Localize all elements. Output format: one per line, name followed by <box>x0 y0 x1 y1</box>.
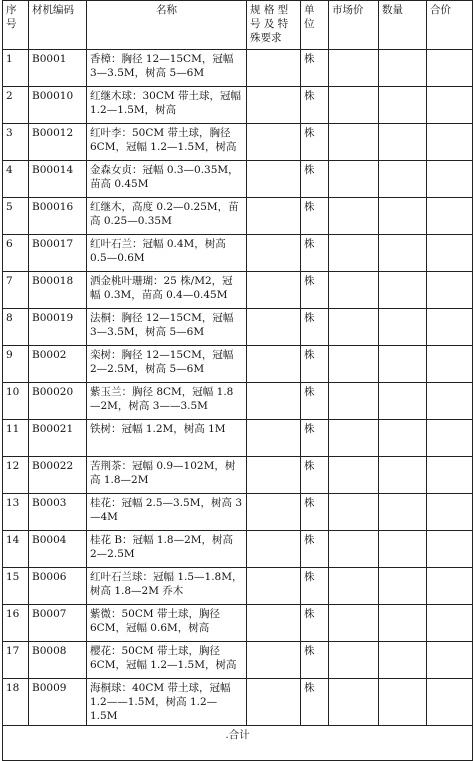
cell-total <box>427 272 473 309</box>
cell-total <box>427 235 473 272</box>
cell-unit: 株 <box>301 531 329 568</box>
cell-total <box>427 161 473 198</box>
cell-spec <box>247 383 301 420</box>
header-name: 名称 <box>87 1 247 50</box>
cell-total <box>427 87 473 124</box>
cell-unit: 株 <box>301 161 329 198</box>
cell-seq: 7 <box>3 272 29 309</box>
cell-qty <box>379 124 427 161</box>
cell-seq: 2 <box>3 87 29 124</box>
cell-code: B00021 <box>29 420 87 457</box>
cell-spec <box>247 605 301 642</box>
table-row <box>3 457 473 494</box>
cell-spec <box>247 420 301 457</box>
cell-price <box>329 457 379 494</box>
cell-total <box>427 531 473 568</box>
table-body <box>3 50 473 726</box>
cell-qty <box>379 272 427 309</box>
total-row <box>3 726 473 761</box>
cell-spec <box>247 642 301 679</box>
cell-unit: 株 <box>301 272 329 309</box>
cell-code: B0001 <box>29 50 87 87</box>
cell-unit: 株 <box>301 87 329 124</box>
cell-code: B00016 <box>29 198 87 235</box>
cell-total <box>427 50 473 87</box>
cell-total <box>427 642 473 679</box>
cell-name: 红叶石兰球：冠幅 1.5—1.8M，树高 1.8—2M 乔木 <box>87 568 247 605</box>
cell-code: B0007 <box>29 605 87 642</box>
cell-code: B0003 <box>29 494 87 531</box>
cell-qty <box>379 642 427 679</box>
cell-name: 苦荆茶：冠幅 0.9—102M，树高 1.8—2M <box>87 457 247 494</box>
cell-code: B0004 <box>29 531 87 568</box>
cell-total <box>427 679 473 726</box>
cell-qty <box>379 87 427 124</box>
table-row <box>3 198 473 235</box>
cell-price <box>329 87 379 124</box>
cell-code: B00017 <box>29 235 87 272</box>
table-row <box>3 161 473 198</box>
table-row <box>3 124 473 161</box>
table-row <box>3 346 473 383</box>
cell-qty <box>379 198 427 235</box>
cell-name: 紫微：50CM 带土球，胸径 6CM，冠幅 0.6M，树高 <box>87 605 247 642</box>
cell-code: B00020 <box>29 383 87 420</box>
cell-seq: 14 <box>3 531 29 568</box>
cell-price <box>329 494 379 531</box>
table-row <box>3 383 473 420</box>
cell-name: 樱花：50CM 带土球，胸径 6CM，冠幅 1.2—1.5M，树高 <box>87 642 247 679</box>
cell-spec <box>247 494 301 531</box>
header-qty: 数量 <box>379 1 427 50</box>
cell-unit: 株 <box>301 235 329 272</box>
cell-qty <box>379 457 427 494</box>
cell-seq: 9 <box>3 346 29 383</box>
cell-price <box>329 605 379 642</box>
cell-unit: 株 <box>301 457 329 494</box>
cell-qty <box>379 235 427 272</box>
cell-spec <box>247 161 301 198</box>
cell-qty <box>379 346 427 383</box>
table-row <box>3 272 473 309</box>
cell-spec <box>247 198 301 235</box>
cell-code: B00010 <box>29 87 87 124</box>
cell-total <box>427 494 473 531</box>
cell-name: 栾树：胸径 12—15CM，冠幅 2—2.5M，树高 5—6M <box>87 346 247 383</box>
cell-spec <box>247 679 301 726</box>
cell-seq: 13 <box>3 494 29 531</box>
cell-price <box>329 235 379 272</box>
cell-price <box>329 124 379 161</box>
cell-price <box>329 50 379 87</box>
cell-qty <box>379 568 427 605</box>
cell-name: 金森女贞：冠幅 0.3—0.35M，苗高 0.45M <box>87 161 247 198</box>
table-row <box>3 494 473 531</box>
cell-unit: 株 <box>301 124 329 161</box>
cell-total <box>427 568 473 605</box>
cell-name: 紫玉兰：胸径 8CM，冠幅 1.8—2M，树高 3——3.5M <box>87 383 247 420</box>
cell-unit: 株 <box>301 568 329 605</box>
cell-spec <box>247 568 301 605</box>
cell-spec <box>247 87 301 124</box>
cell-qty <box>379 383 427 420</box>
cell-total <box>427 124 473 161</box>
cell-price <box>329 531 379 568</box>
cell-code: B00012 <box>29 124 87 161</box>
cell-seq: 8 <box>3 309 29 346</box>
cell-unit: 株 <box>301 420 329 457</box>
cell-qty <box>379 420 427 457</box>
cell-total <box>427 383 473 420</box>
cell-unit: 株 <box>301 679 329 726</box>
cell-total <box>427 346 473 383</box>
table-row <box>3 50 473 87</box>
cell-spec <box>247 272 301 309</box>
cell-spec <box>247 50 301 87</box>
total-label: .合计 <box>3 726 473 761</box>
cell-name: 红继木球：30CM 带土球，冠幅 1.2—1.5M，树高 <box>87 87 247 124</box>
cell-seq: 5 <box>3 198 29 235</box>
cell-name: 红继木，高度 0.2—0.25M，苗高 0.25—0.35M <box>87 198 247 235</box>
cell-qty <box>379 50 427 87</box>
cell-qty <box>379 679 427 726</box>
cell-spec <box>247 531 301 568</box>
cell-seq: 1 <box>3 50 29 87</box>
cell-seq: 11 <box>3 420 29 457</box>
cell-code: B00019 <box>29 309 87 346</box>
cell-name: 洒金桃叶珊瑚：25 株/M2，冠幅 0.3M，苗高 0.4—0.45M <box>87 272 247 309</box>
header-price: 市场价 <box>329 1 379 50</box>
table-row <box>3 531 473 568</box>
table-row <box>3 420 473 457</box>
cell-unit: 株 <box>301 383 329 420</box>
table-row <box>3 605 473 642</box>
cell-price <box>329 642 379 679</box>
header-code: 材机编码 <box>29 1 87 50</box>
cell-name: 红叶李：50CM 带土球，胸径 6CM，冠幅 1.2—1.5M，树高 <box>87 124 247 161</box>
cell-name: 海桐球：40CM 带土球，冠幅 1.2——1.5M，树高 1.2—1.5M <box>87 679 247 726</box>
cell-name: 桂花 B：冠幅 1.8—2M，树高 2—2.5M <box>87 531 247 568</box>
cell-name: 香樟：胸径 12—15CM，冠幅 3—3.5M，树高 5—6M <box>87 50 247 87</box>
cell-price <box>329 383 379 420</box>
cell-unit: 株 <box>301 494 329 531</box>
cell-price <box>329 420 379 457</box>
table-header-row <box>3 1 473 50</box>
cell-unit: 株 <box>301 50 329 87</box>
cell-price <box>329 272 379 309</box>
cell-qty <box>379 309 427 346</box>
cell-name: 红叶石兰：冠幅 0.4M，树高 0.5—0.6M <box>87 235 247 272</box>
cell-price <box>329 568 379 605</box>
cell-unit: 株 <box>301 642 329 679</box>
cell-spec <box>247 235 301 272</box>
table-row <box>3 568 473 605</box>
cell-spec <box>247 457 301 494</box>
table-row <box>3 309 473 346</box>
cell-price <box>329 198 379 235</box>
header-spec: 规 格 型 号 及 特 殊要求 <box>247 1 301 50</box>
cell-spec <box>247 124 301 161</box>
cell-total <box>427 457 473 494</box>
cell-qty <box>379 531 427 568</box>
cell-code: B0006 <box>29 568 87 605</box>
cell-seq: 3 <box>3 124 29 161</box>
cell-total <box>427 605 473 642</box>
cell-seq: 10 <box>3 383 29 420</box>
header-unit: 单 位 <box>301 1 329 50</box>
cell-name: 铁树：冠幅 1.2M，树高 1M <box>87 420 247 457</box>
table-row <box>3 642 473 679</box>
cell-qty <box>379 605 427 642</box>
cell-seq: 12 <box>3 457 29 494</box>
cell-code: B0009 <box>29 679 87 726</box>
material-price-table <box>2 0 473 761</box>
cell-code: B00022 <box>29 457 87 494</box>
table-row <box>3 235 473 272</box>
cell-code: B00018 <box>29 272 87 309</box>
cell-total <box>427 420 473 457</box>
cell-seq: 18 <box>3 679 29 726</box>
cell-unit: 株 <box>301 198 329 235</box>
cell-total <box>427 198 473 235</box>
cell-unit: 株 <box>301 309 329 346</box>
cell-total <box>427 309 473 346</box>
cell-code: B00014 <box>29 161 87 198</box>
cell-qty <box>379 494 427 531</box>
cell-seq: 6 <box>3 235 29 272</box>
table-row <box>3 679 473 726</box>
cell-code: B0008 <box>29 642 87 679</box>
cell-price <box>329 679 379 726</box>
cell-qty <box>379 161 427 198</box>
cell-seq: 16 <box>3 605 29 642</box>
cell-code: B0002 <box>29 346 87 383</box>
cell-price <box>329 346 379 383</box>
cell-spec <box>247 309 301 346</box>
cell-seq: 17 <box>3 642 29 679</box>
cell-name: 法桐：胸径 12—15CM，冠幅 3—3.5M，树高 5—6M <box>87 309 247 346</box>
cell-name: 桂花：冠幅 2.5—3.5M，树高 3—4M <box>87 494 247 531</box>
cell-unit: 株 <box>301 346 329 383</box>
cell-price <box>329 161 379 198</box>
cell-price <box>329 309 379 346</box>
header-total: 合价 <box>427 1 473 50</box>
table-row <box>3 87 473 124</box>
cell-spec <box>247 346 301 383</box>
cell-seq: 15 <box>3 568 29 605</box>
cell-unit: 株 <box>301 605 329 642</box>
cell-seq: 4 <box>3 161 29 198</box>
header-seq: 序 号 <box>3 1 29 50</box>
